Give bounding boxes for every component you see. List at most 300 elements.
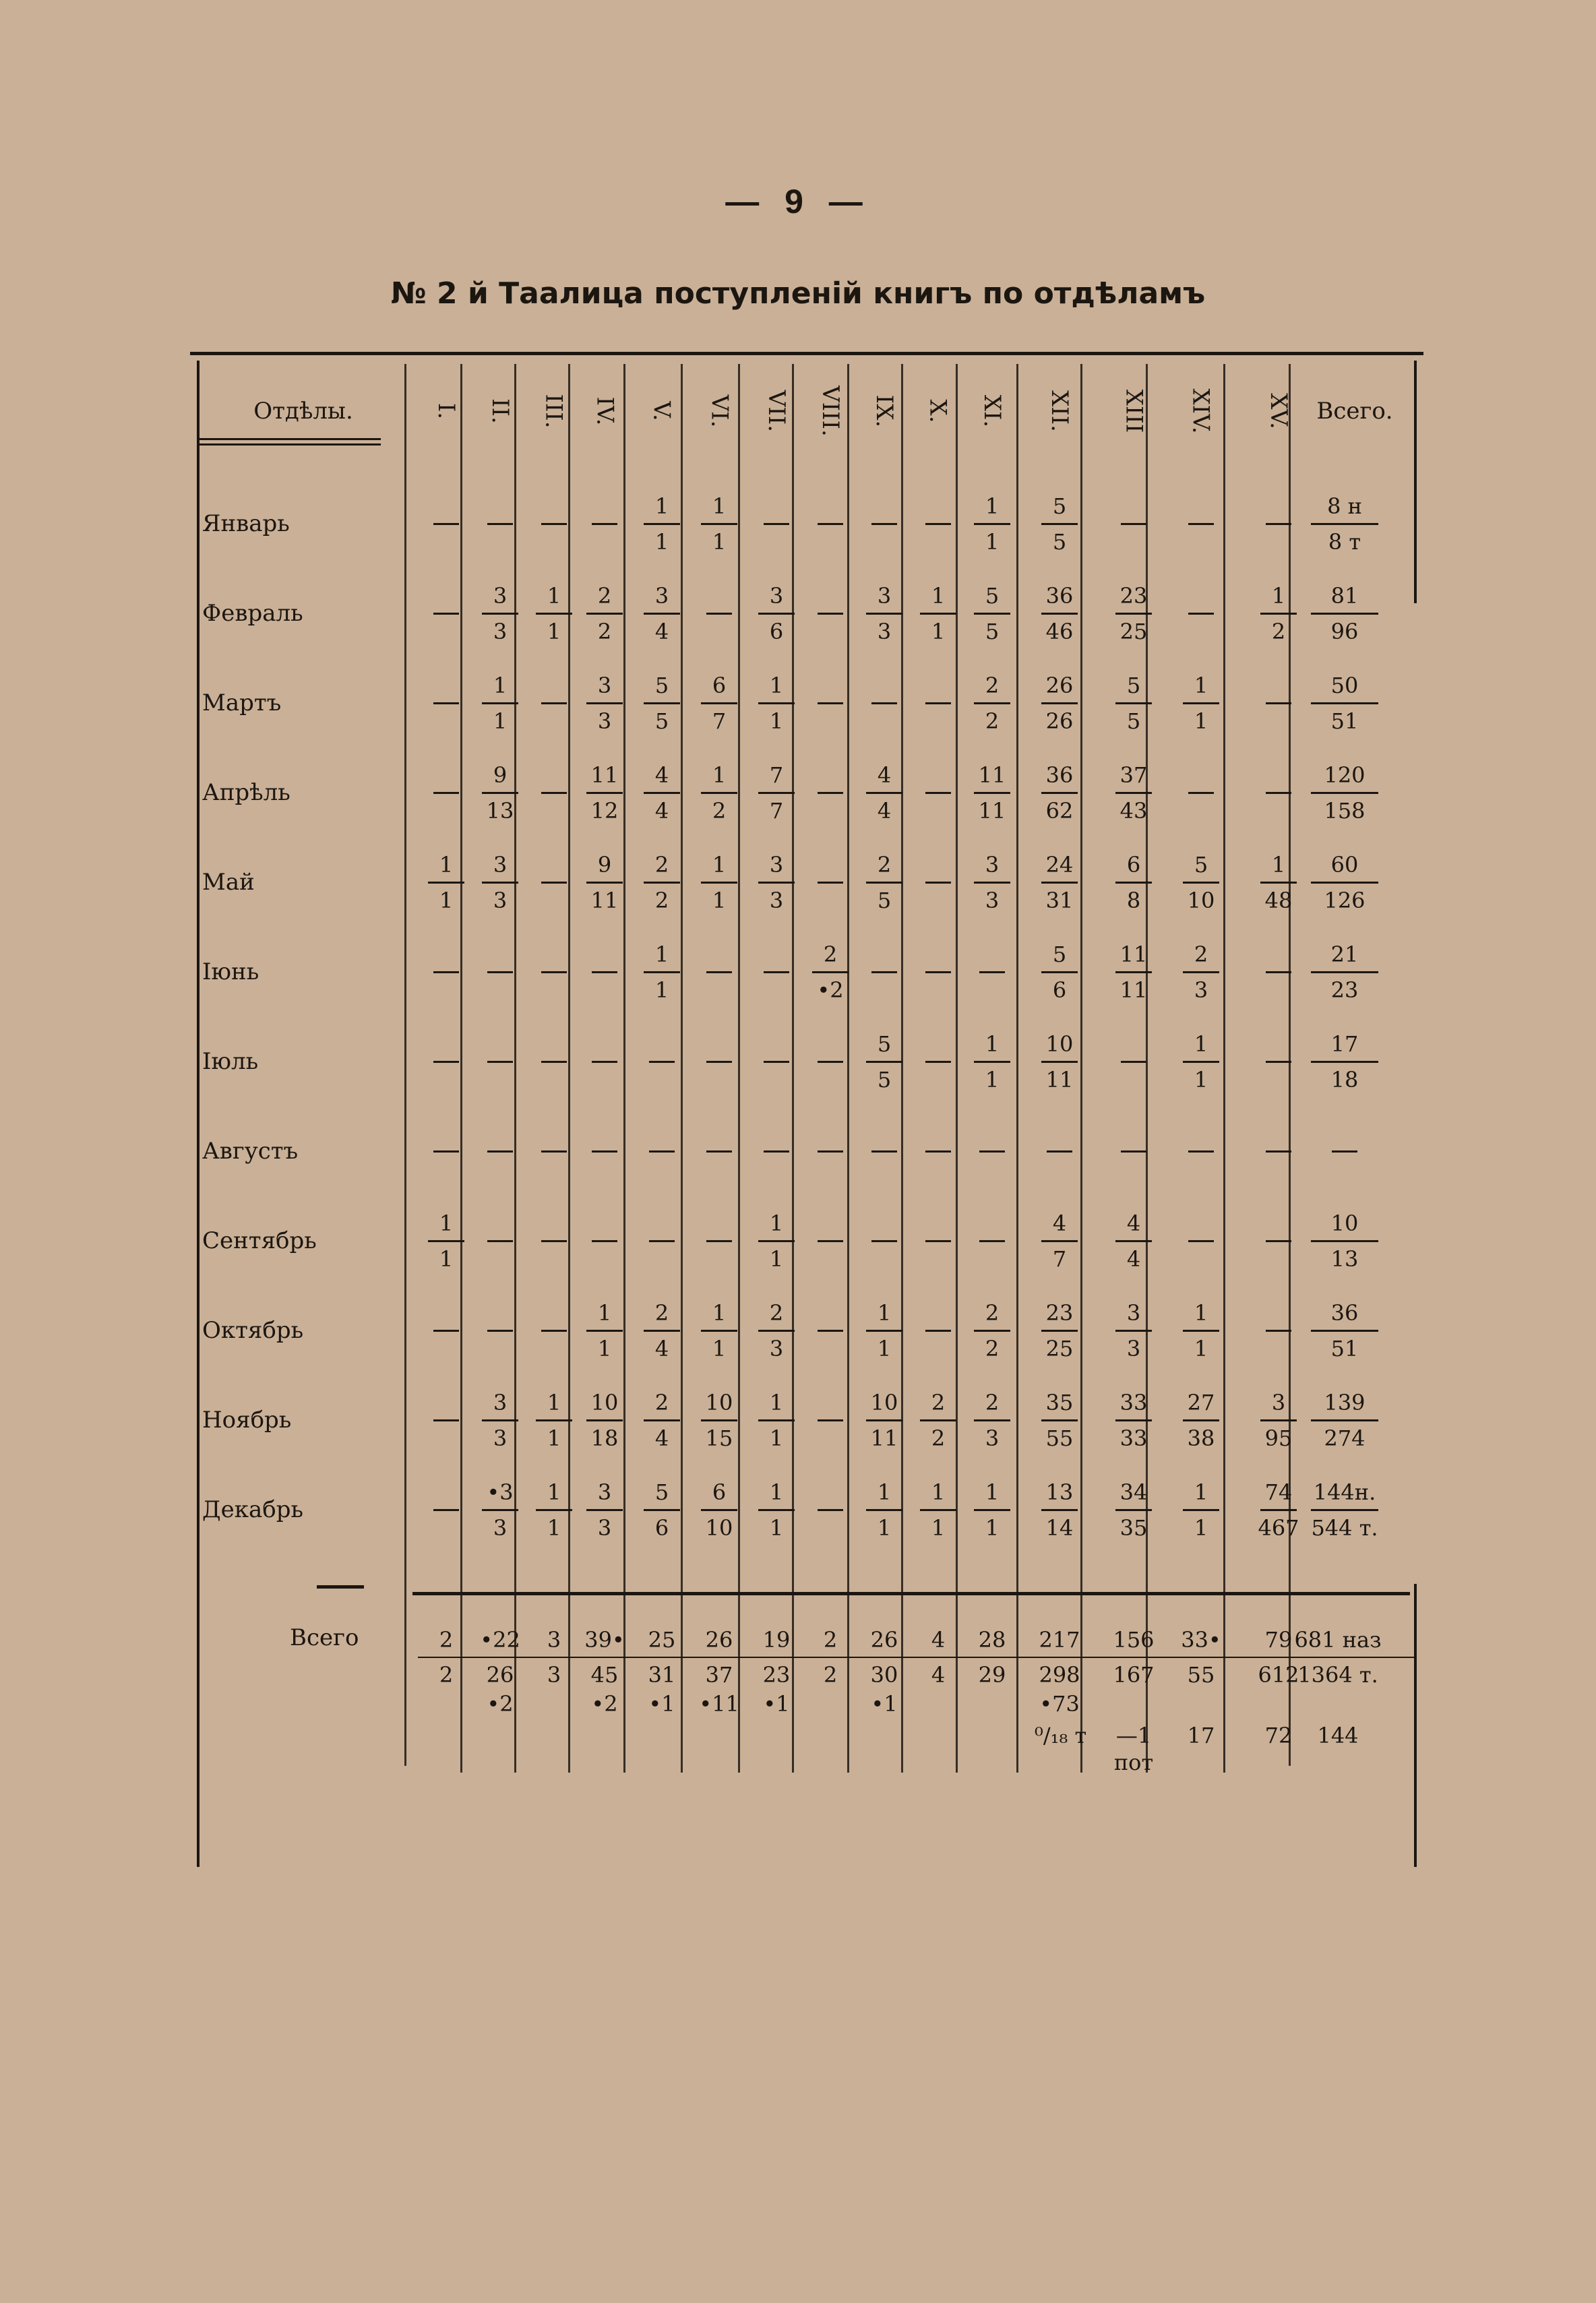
fraction-bar [428, 882, 464, 884]
denominator: 3 [597, 1514, 612, 1541]
row-total-cell [1297, 489, 1392, 559]
table-cell [967, 937, 1017, 1007]
denominator: 1 [712, 887, 727, 913]
table-cell [580, 489, 630, 559]
table-cell [1109, 937, 1159, 1007]
numerator: 21 [1330, 941, 1359, 967]
totals-value: •11 [699, 1691, 739, 1717]
numerator: 1 [654, 493, 669, 519]
table-cell [694, 1026, 744, 1097]
numerator: 13 [1045, 1479, 1074, 1505]
denominator: 3 [493, 1514, 508, 1541]
numerator: 6 [1126, 851, 1141, 878]
table-cell [580, 1116, 630, 1186]
numerator: 1 [493, 672, 508, 698]
numerator: 1 [712, 762, 727, 788]
fraction-bar [1041, 1419, 1078, 1421]
denominator: 4 [877, 797, 892, 824]
row-total-cell [1297, 1385, 1392, 1455]
numerator: 1 [712, 851, 727, 878]
table-cell [751, 1116, 801, 1186]
month-label: Май [202, 869, 255, 896]
numerator: 3 [654, 582, 669, 609]
numerator: 26 [1045, 672, 1074, 698]
totals-value: 2 [823, 1627, 838, 1653]
fraction-bar [644, 1330, 680, 1332]
numerator: 36 [1330, 1299, 1359, 1326]
numerator: 1 [1194, 672, 1208, 698]
totals-value: 30 [870, 1662, 898, 1688]
numerator: 3 [1126, 1299, 1141, 1326]
month-label: Октябрь [202, 1317, 304, 1344]
fraction-bar [1115, 613, 1152, 615]
denominator: 1 [985, 1514, 1000, 1541]
dash-mark [487, 971, 513, 973]
dash-mark [1121, 523, 1146, 525]
table-cell [913, 1026, 963, 1097]
totals-value: •1 [648, 1691, 675, 1717]
table-cell [475, 937, 525, 1007]
totals-value: •1 [871, 1691, 898, 1717]
column-header [751, 357, 801, 465]
numerator: 5 [985, 582, 1000, 609]
denominator: 5 [1126, 708, 1141, 734]
totals-value: •73 [1039, 1691, 1080, 1717]
dash-mark [592, 1150, 617, 1153]
totals-value: 25 [648, 1627, 676, 1653]
denominator: 3 [769, 887, 784, 913]
table-cell [967, 578, 1017, 648]
numerator: 144н. [1313, 1479, 1376, 1505]
table-cell [1176, 578, 1226, 648]
numerator: 1 [931, 582, 946, 609]
table-cell [580, 1295, 630, 1365]
table-cell [1254, 1116, 1303, 1186]
denominator: 5 [654, 708, 669, 734]
dash-mark [818, 613, 843, 615]
dash-mark [592, 1061, 617, 1063]
table-cell [913, 1295, 963, 1365]
denominator: 13 [1330, 1246, 1359, 1272]
fraction-bar [974, 613, 1010, 615]
table-cell [1254, 758, 1303, 828]
table-cell [967, 1116, 1017, 1186]
denominator: 31 [1045, 887, 1074, 913]
month-label: Февраль [202, 600, 303, 627]
dash-mark [1121, 1150, 1146, 1153]
table-cell [1176, 1116, 1226, 1186]
table-cell [1176, 1295, 1226, 1365]
numerator: 50 [1330, 672, 1359, 698]
totals-value: 31 [648, 1662, 676, 1688]
table-cell [805, 1026, 855, 1097]
table-cell [1254, 937, 1303, 1007]
numerator: 2 [985, 672, 1000, 698]
denominator: 274 [1324, 1425, 1365, 1451]
table-cell [529, 758, 579, 828]
denominator: 1 [931, 618, 946, 644]
denominator: 14 [1045, 1514, 1074, 1541]
fraction-bar [482, 792, 518, 794]
numerator: 5 [1052, 493, 1067, 519]
table-cell [1176, 758, 1226, 828]
column-header-label: XIII [1120, 389, 1147, 433]
table-cell [475, 1026, 525, 1097]
fraction-bar [1115, 792, 1152, 794]
denominator: 5 [877, 887, 892, 913]
fraction-bar [1183, 971, 1219, 973]
fraction-bar [758, 1330, 795, 1332]
row-total-cell [1297, 1026, 1392, 1097]
totals-value: •22 [480, 1627, 520, 1653]
table-cell [805, 1116, 855, 1186]
table-cell [1109, 668, 1159, 738]
dash-mark [649, 1061, 675, 1063]
table-cell [694, 1385, 744, 1455]
numerator: 3 [985, 851, 1000, 878]
table-cell [967, 1475, 1017, 1545]
table-cell [805, 668, 855, 738]
fraction-bar [1260, 1419, 1297, 1421]
row-header-label: Отдѣлы. [253, 398, 353, 425]
fraction-bar [1311, 1061, 1378, 1063]
totals-value: 156 [1113, 1627, 1155, 1653]
dash-mark [1266, 971, 1291, 973]
fraction-bar [974, 1061, 1010, 1063]
table-cell [421, 668, 471, 738]
denominator: 1 [597, 1335, 612, 1361]
column-header-label: X. [924, 399, 952, 423]
totals-grand-value: 681 наз [1294, 1627, 1382, 1653]
dash-mark [979, 1150, 1005, 1153]
denominator: 7 [1052, 1246, 1067, 1272]
table-cell [967, 668, 1017, 738]
numerator: 1 [1271, 582, 1286, 609]
fraction-bar [758, 1509, 795, 1511]
denominator: 51 [1330, 1335, 1359, 1361]
table-cell [637, 1295, 687, 1365]
month-label: Ноябрь [202, 1407, 292, 1434]
table-cell [529, 847, 579, 917]
column-separator [404, 364, 406, 1766]
table-cell [421, 847, 471, 917]
dash-mark [764, 523, 789, 525]
table-cell [1254, 1475, 1303, 1545]
totals-value: •1 [763, 1691, 790, 1717]
table-cell [1254, 1206, 1303, 1276]
dash-mark [541, 1330, 567, 1332]
denominator: 1 [769, 1246, 784, 1272]
numerator: 1 [877, 1479, 892, 1505]
denominator: 1 [769, 1514, 784, 1541]
fraction-bar [586, 792, 623, 794]
numerator: 11 [978, 762, 1006, 788]
fraction-bar [482, 613, 518, 615]
numerator: 1 [439, 1210, 454, 1236]
fraction-bar [1183, 1509, 1219, 1511]
dash-mark [818, 882, 843, 884]
dash-mark [1188, 1240, 1214, 1242]
numerator: 1 [769, 1389, 784, 1415]
table-cell [475, 578, 525, 648]
denominator: 1 [985, 528, 1000, 555]
numerator: 5 [654, 672, 669, 698]
denominator: 46 [1045, 618, 1074, 644]
denominator: 2 [654, 887, 669, 913]
fraction-bar [644, 882, 680, 884]
numerator: 3 [597, 672, 612, 698]
numerator: 11 [590, 762, 619, 788]
totals-value: 79 [1264, 1627, 1293, 1653]
dash-mark [979, 971, 1005, 973]
denominator: 11 [1119, 977, 1148, 1003]
table-cell [694, 1295, 744, 1365]
totals-value: 2 [439, 1662, 454, 1688]
table-cell [859, 1206, 909, 1276]
table-cell [637, 937, 687, 1007]
dash-mark [487, 1150, 513, 1153]
fraction-bar [1041, 523, 1078, 525]
table-cell [421, 1475, 471, 1545]
fraction-bar [1115, 971, 1152, 973]
numerator: 3 [769, 582, 784, 609]
column-header [1176, 357, 1226, 465]
table-cell [529, 1206, 579, 1276]
dash-mark [1188, 1150, 1214, 1153]
table-cell [529, 1295, 579, 1365]
denominator: 11 [978, 797, 1006, 824]
table-cell [1109, 1026, 1159, 1097]
totals-label: Всего [290, 1624, 359, 1651]
dash-mark [764, 1061, 789, 1063]
table-cell [694, 1116, 744, 1186]
table-right-border-lower [1414, 1584, 1417, 1867]
totals-value: 3 [547, 1662, 561, 1688]
denominator: 1 [547, 1514, 561, 1541]
table-cell [637, 758, 687, 828]
numerator: 2 [985, 1389, 1000, 1415]
table-cell [805, 758, 855, 828]
row-total-cell [1297, 668, 1392, 738]
fraction-bar [701, 1330, 737, 1332]
totals-value: 217 [1039, 1627, 1080, 1653]
fraction-bar [644, 1419, 680, 1421]
dash-mark [541, 1061, 567, 1063]
table-cell [421, 1026, 471, 1097]
table-cell [751, 1295, 801, 1365]
table-cell [1035, 1295, 1084, 1365]
denominator: 1 [1194, 708, 1208, 734]
fraction-bar [866, 792, 902, 794]
fraction-bar [758, 1240, 795, 1242]
column-header [529, 357, 579, 465]
denominator: 2 [597, 618, 612, 644]
fraction-bar [1115, 1240, 1152, 1242]
table-cell [751, 1385, 801, 1455]
fraction-bar [1115, 1509, 1152, 1511]
totals-value: 26 [705, 1627, 733, 1653]
table-cell [580, 1385, 630, 1455]
table-cell [1109, 578, 1159, 648]
table-cell [580, 758, 630, 828]
dash-mark [1266, 523, 1291, 525]
totals-grand-value: 1364 т. [1297, 1662, 1378, 1688]
denominator: 96 [1330, 618, 1359, 644]
fraction-bar [1311, 1419, 1378, 1421]
numerator: 5 [1052, 941, 1067, 967]
fraction-bar [974, 792, 1010, 794]
totals-value: —1 [1115, 1723, 1152, 1748]
column-header [421, 357, 471, 465]
month-label: Августъ [202, 1138, 299, 1165]
denominator: 25 [1045, 1335, 1074, 1361]
dash-mark [1121, 1061, 1146, 1063]
fraction-bar [974, 523, 1010, 525]
table-cell [1035, 1475, 1084, 1545]
numerator: 7 [769, 762, 784, 788]
totals-value: 37 [705, 1662, 733, 1688]
table-cell [580, 1026, 630, 1097]
column-header-label: VI. [705, 394, 733, 428]
fraction-bar [1311, 1240, 1378, 1242]
totals-value: 2 [823, 1662, 838, 1688]
denominator: 11 [590, 887, 619, 913]
totals-value: 167 [1113, 1662, 1155, 1688]
totals-value: 17 [1187, 1723, 1215, 1748]
table-left-border [197, 361, 200, 1867]
fraction-bar [866, 1509, 902, 1511]
numerator: 1 [769, 1210, 784, 1236]
dash-mark [1266, 1240, 1291, 1242]
table-cell [1035, 847, 1084, 917]
fraction-bar [758, 792, 795, 794]
table-cell [1035, 578, 1084, 648]
fraction-bar [1041, 882, 1078, 884]
fraction-bar [1311, 882, 1378, 884]
denominator: 3 [1194, 977, 1208, 1003]
table-cell [1109, 758, 1159, 828]
row-total-cell [1297, 578, 1392, 648]
dash-mark [706, 1240, 732, 1242]
table-cell [1176, 1385, 1226, 1455]
denominator: 3 [877, 618, 892, 644]
dash-mark [541, 523, 567, 525]
fraction-bar [1311, 702, 1378, 704]
denominator: 33 [1119, 1425, 1148, 1451]
denominator: 3 [1126, 1335, 1141, 1361]
dash-mark [818, 1150, 843, 1153]
table-cell [694, 578, 744, 648]
dash-mark [433, 613, 459, 615]
totals-value: 19 [762, 1627, 791, 1653]
page-number: — 9 — [725, 183, 871, 220]
dash-mark [433, 971, 459, 973]
column-header-label: VII. [762, 390, 790, 433]
table-cell [751, 578, 801, 648]
numerator: 2 [931, 1389, 946, 1415]
dash-mark [925, 1150, 951, 1153]
denominator: 3 [493, 887, 508, 913]
denominator: 3 [985, 887, 1000, 913]
table-cell [580, 847, 630, 917]
denominator: 3 [493, 618, 508, 644]
dash-mark [818, 702, 843, 704]
dash-mark [925, 792, 951, 794]
table-cell [913, 1475, 963, 1545]
table-cell [751, 847, 801, 917]
table-cell [637, 847, 687, 917]
denominator: 18 [1330, 1066, 1359, 1093]
numerator: 27 [1187, 1389, 1215, 1415]
totals-value: 23 [762, 1662, 791, 1688]
table-cell [1109, 1116, 1159, 1186]
numerator: 2 [654, 851, 669, 878]
dash-mark [541, 882, 567, 884]
denominator: 38 [1187, 1425, 1215, 1451]
numerator: 1 [769, 1479, 784, 1505]
numerator: •3 [487, 1479, 514, 1505]
denominator: 1 [547, 618, 561, 644]
dash-mark [871, 1240, 897, 1242]
table-cell [529, 668, 579, 738]
fraction-bar [701, 1509, 737, 1511]
table-cell [751, 1475, 801, 1545]
table-top-rule [190, 352, 1423, 355]
denominator: 158 [1324, 797, 1365, 824]
table-cell [913, 668, 963, 738]
numerator: 4 [877, 762, 892, 788]
fraction-bar [1183, 882, 1219, 884]
fraction-bar [536, 1509, 572, 1511]
column-header-label: II. [486, 398, 514, 424]
dash-mark [1266, 1330, 1291, 1332]
numerator: 2 [1194, 941, 1208, 967]
table-cell [694, 1206, 744, 1276]
fraction-bar [586, 702, 623, 704]
table-cell [529, 937, 579, 1007]
table-cell [421, 1385, 471, 1455]
totals-value: 2 [439, 1627, 454, 1653]
denominator: 1 [547, 1425, 561, 1451]
numerator: 60 [1330, 851, 1359, 878]
denominator: 8 т [1328, 528, 1361, 555]
table-cell [421, 578, 471, 648]
table-cell [1254, 847, 1303, 917]
numerator: 1 [712, 1299, 727, 1326]
denominator: 2 [931, 1425, 946, 1451]
fraction-bar [1115, 702, 1152, 704]
totals-value: 72 [1264, 1723, 1293, 1748]
table-cell [529, 1475, 579, 1545]
dash-mark [1266, 1061, 1291, 1063]
total-column-header: Всего. [1316, 398, 1393, 425]
table-cell [1109, 1475, 1159, 1545]
table-cell [1035, 668, 1084, 738]
table-cell [694, 758, 744, 828]
numerator: 11 [1119, 941, 1148, 967]
denominator: 6 [1052, 977, 1067, 1003]
totals-value: 29 [978, 1662, 1006, 1688]
table-cell [580, 1475, 630, 1545]
fraction-bar [1260, 882, 1297, 884]
dash-mark [433, 523, 459, 525]
table-cell [859, 489, 909, 559]
denominator: 10 [1187, 887, 1215, 913]
totals-value: 26 [486, 1662, 514, 1688]
table-cell [967, 1295, 1017, 1365]
table-cell [475, 489, 525, 559]
numerator: 8 н [1327, 493, 1362, 519]
